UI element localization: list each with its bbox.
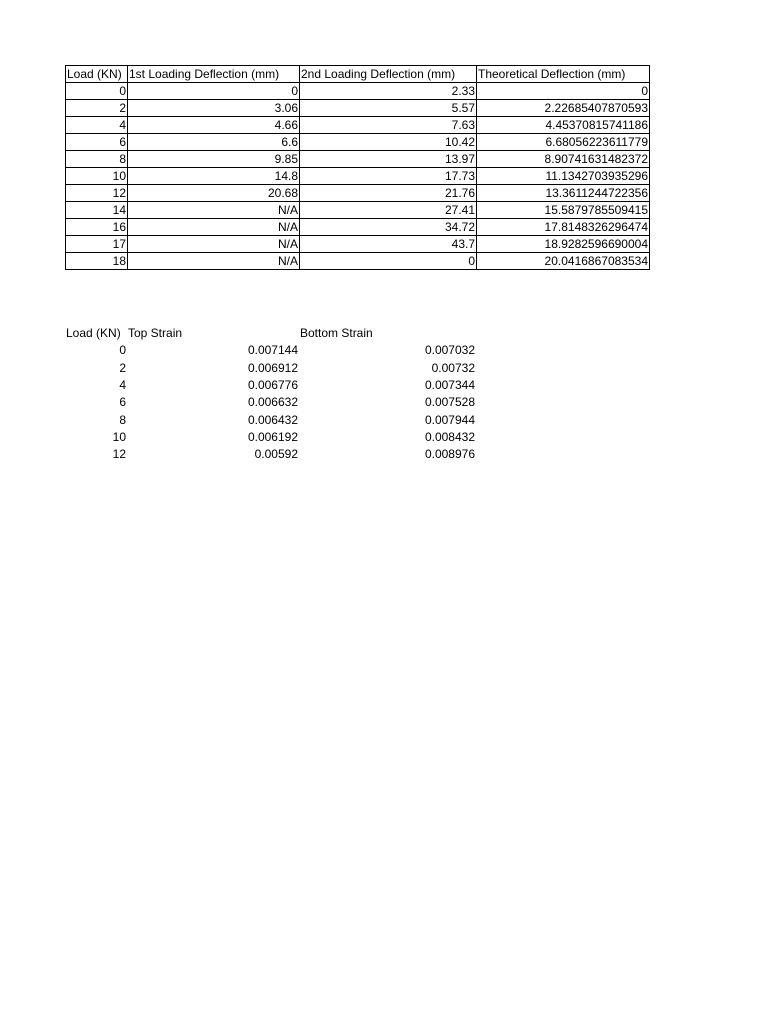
top-strain-cell[interactable]: 0.006432 [247,412,298,427]
table-row [66,185,650,202]
load-cell[interactable]: 10 [66,168,128,185]
bottom-strain-cell[interactable]: 0.007528 [424,395,475,410]
table-row [66,253,650,270]
table-row [65,446,476,463]
first-loading-deflection-cell[interactable]: 14.8 [128,168,300,185]
first-loading-deflection-cell[interactable]: N/A [128,253,300,270]
theoretical-deflection-cell[interactable]: 4.45370815741186 [477,117,650,134]
load-cell[interactable]: 6 [66,134,128,151]
bottom-strain-cell[interactable]: 0.007344 [424,378,475,393]
second-loading-deflection-cell[interactable]: 27.41 [300,202,477,219]
load-cell[interactable]: 14 [66,202,128,219]
bottom-strain-cell[interactable]: 0.008432 [424,429,475,444]
load-cell[interactable]: 16 [66,219,128,236]
theoretical-deflection-cell[interactable]: 17.8148326296474 [477,219,650,236]
load-cell[interactable]: 10 [112,429,126,444]
first-loading-deflection-cell[interactable]: 9.85 [128,151,300,168]
bottom-strain-cell[interactable]: 0.007032 [424,343,475,358]
header-load-cell[interactable]: Load (KN) [66,66,128,83]
top-strain-cell[interactable]: 0.006192 [247,429,298,444]
theoretical-deflection-cell[interactable]: 11.1342703935296 [477,168,650,185]
load-cell[interactable]: 8 [66,151,128,168]
header-bottom-strain-cell[interactable]: Bottom Strain [300,326,373,341]
theoretical-deflection-cell[interactable]: 18.9282596690004 [477,236,650,253]
table-row [66,151,650,168]
table-row [65,411,476,428]
first-loading-deflection-cell[interactable]: 0 [128,83,300,100]
theoretical-deflection-cell[interactable]: 6.68056223611779 [477,134,650,151]
deflection-table [65,65,650,270]
second-loading-deflection-cell[interactable]: 0 [300,253,477,270]
table-row [65,342,476,359]
table-row [66,202,650,219]
table-row [65,377,476,394]
load-cell[interactable]: 12 [66,185,128,202]
bottom-strain-cell[interactable]: 0.00732 [431,360,475,375]
load-cell[interactable]: 0 [119,343,126,358]
header-theoretical-cell[interactable]: Theoretical Deflection (mm) [477,66,650,83]
load-cell[interactable]: 12 [112,447,126,462]
strain-header-row [65,325,476,342]
load-cell[interactable]: 18 [66,253,128,270]
first-loading-deflection-cell[interactable]: N/A [128,202,300,219]
load-cell[interactable]: 2 [119,360,126,375]
strain-table [65,325,476,463]
top-strain-cell[interactable]: 0.006912 [247,360,298,375]
load-cell[interactable]: 0 [66,83,128,100]
first-loading-deflection-cell[interactable]: 4.66 [128,117,300,134]
theoretical-deflection-cell[interactable]: 13.3611244722356 [477,185,650,202]
deflection-header-row [66,66,650,83]
second-loading-deflection-cell[interactable]: 21.76 [300,185,477,202]
header-top-strain-cell[interactable]: Top Strain [128,326,183,341]
second-loading-deflection-cell[interactable]: 10.42 [300,134,477,151]
top-strain-cell[interactable]: 0.006632 [247,395,298,410]
theoretical-deflection-cell[interactable]: 2.22685407870593 [477,100,650,117]
strain-table-body [65,325,476,463]
table-row [66,236,650,253]
table-row [66,134,650,151]
table-row [66,168,650,185]
first-loading-deflection-cell[interactable]: N/A [128,219,300,236]
table-row [66,83,650,100]
second-loading-deflection-cell[interactable]: 17.73 [300,168,477,185]
second-loading-deflection-cell[interactable]: 7.63 [300,117,477,134]
load-cell[interactable]: 4 [66,117,128,134]
top-strain-cell[interactable]: 0.006776 [247,378,298,393]
second-loading-deflection-cell[interactable]: 5.57 [300,100,477,117]
theoretical-deflection-cell[interactable]: 0 [477,83,650,100]
header-second-loading-cell[interactable]: 2nd Loading Deflection (mm) [300,66,477,83]
bottom-strain-cell[interactable]: 0.008976 [424,447,475,462]
header-first-loading-cell[interactable]: 1st Loading Deflection (mm) [128,66,300,83]
theoretical-deflection-cell[interactable]: 15.5879785509415 [477,202,650,219]
table-row [66,117,650,134]
second-loading-deflection-cell[interactable]: 34.72 [300,219,477,236]
theoretical-deflection-cell[interactable]: 20.0416867083534 [477,253,650,270]
load-cell[interactable]: 17 [66,236,128,253]
table-row [65,360,476,377]
first-loading-deflection-cell[interactable]: N/A [128,236,300,253]
table-row [65,394,476,411]
first-loading-deflection-cell[interactable]: 3.06 [128,100,300,117]
load-cell[interactable]: 6 [119,395,126,410]
top-strain-cell[interactable]: 0.007144 [247,343,298,358]
second-loading-deflection-cell[interactable]: 13.97 [300,151,477,168]
load-cell[interactable]: 8 [119,412,126,427]
bottom-strain-cell[interactable]: 0.007944 [424,412,475,427]
theoretical-deflection-cell[interactable]: 8.90741631482372 [477,151,650,168]
first-loading-deflection-cell[interactable]: 6.6 [128,134,300,151]
first-loading-deflection-cell[interactable]: 20.68 [128,185,300,202]
load-cell[interactable]: 4 [119,378,126,393]
second-loading-deflection-cell[interactable]: 2.33 [300,83,477,100]
top-strain-cell[interactable]: 0.00592 [254,447,298,462]
deflection-table-body [66,66,650,270]
table-row [66,100,650,117]
load-cell[interactable]: 2 [66,100,128,117]
table-row [66,219,650,236]
table-row [65,429,476,446]
second-loading-deflection-cell[interactable]: 43.7 [300,236,477,253]
header-load-cell[interactable]: Load (KN) [66,326,121,341]
